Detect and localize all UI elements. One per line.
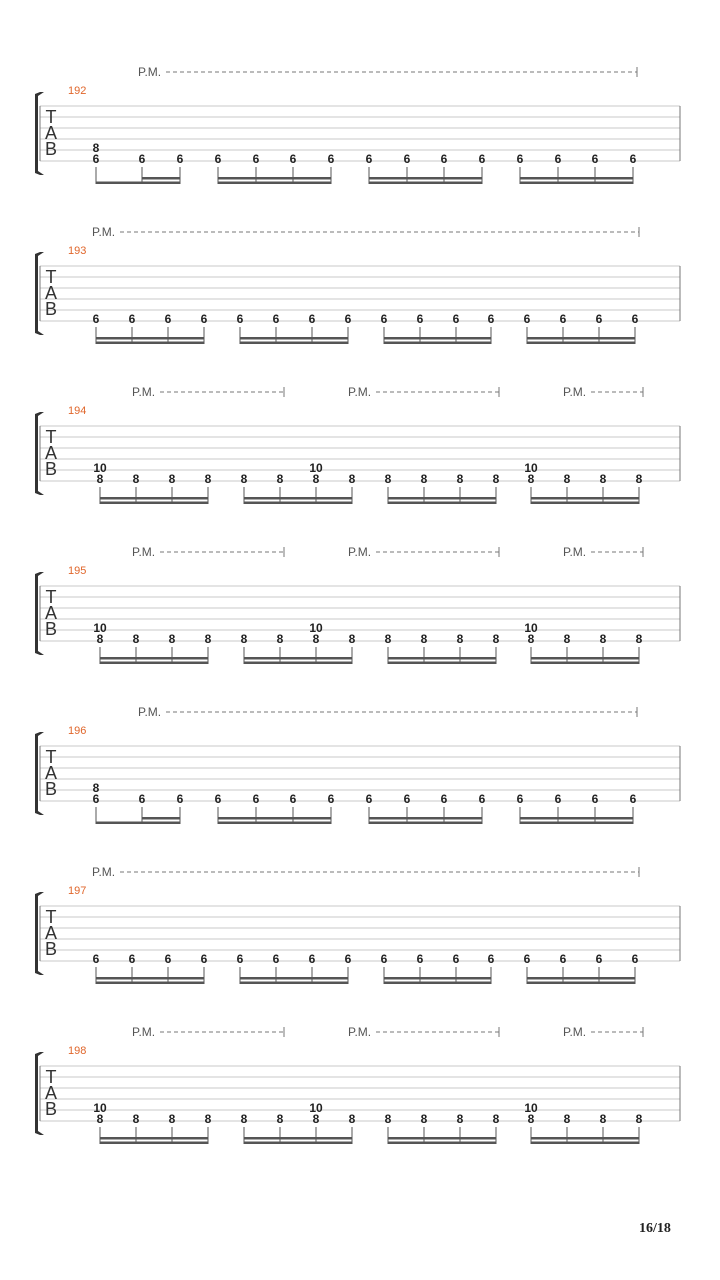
beam-group [524,621,642,664]
fret-number: 8 [312,1112,320,1126]
beam-group [524,1101,642,1144]
tab-clef-letter: B [44,779,58,799]
palm-mute-label: P.M. [92,865,116,879]
beam-group [93,141,184,184]
beam-primary [388,1142,496,1145]
palm-mute-label: P.M. [92,225,116,239]
beam-primary [96,982,204,985]
tab-clef-letter: A [44,923,58,943]
beam-secondary [240,977,348,980]
beam-secondary [388,657,496,660]
fret-number: 6 [236,952,244,966]
palm-mute-label: P.M. [138,65,162,79]
fret-number: 8 [456,1112,464,1126]
fret-number: 6 [380,952,388,966]
fret-number: 8 [384,632,392,646]
fret-number: 6 [523,952,531,966]
tab-clef-letter: B [44,939,58,959]
fret-number: 6 [176,792,184,806]
fret-number: 8 [240,472,248,486]
fret-number-upper: 8 [92,141,100,155]
fret-number-upper: 10 [309,621,323,635]
fret-number: 8 [132,472,140,486]
beam-primary [240,342,348,345]
beam-primary [369,182,482,185]
fret-number: 8 [96,632,104,646]
fret-number: 8 [204,632,212,646]
fret-number: 8 [240,1112,248,1126]
fret-number: 6 [403,152,411,166]
beam-secondary [218,177,331,180]
fret-number: 8 [635,1112,643,1126]
fret-number: 8 [492,632,500,646]
tab-system-196 [35,705,680,824]
beam-primary [240,982,348,985]
beam-primary [100,1142,208,1145]
fret-number: 8 [204,472,212,486]
beam-secondary [531,1137,639,1140]
fret-number: 8 [312,632,320,646]
beam-secondary [527,337,635,340]
fret-number: 6 [631,952,639,966]
fret-number: 6 [554,152,562,166]
bar-number: 198 [68,1045,87,1057]
tab-clef-letter: B [44,299,58,319]
fret-number: 8 [96,1112,104,1126]
beam-group [524,312,639,344]
beam-group [385,632,500,664]
fret-number: 8 [456,472,464,486]
beam-secondary [244,1137,352,1140]
fret-number-upper: 10 [93,621,107,635]
tab-clef-letter: T [45,587,57,607]
fret-number: 6 [289,792,297,806]
fret-number: 8 [492,1112,500,1126]
palm-mute-label: P.M. [138,705,162,719]
fret-number: 6 [365,792,373,806]
fret-number: 8 [420,632,428,646]
tab-clef-letter: A [44,123,58,143]
beam-secondary [388,1137,496,1140]
palm-mute-label: P.M. [132,545,156,559]
bar-number: 193 [68,245,87,257]
tab-system-194 [35,385,680,504]
beam-group [381,312,495,344]
beam-group [241,1101,356,1144]
beam-primary [369,822,482,825]
fret-number: 6 [272,952,280,966]
tab-clef-letter: T [45,907,57,927]
palm-mute-label: P.M. [132,1025,156,1039]
fret-number: 6 [128,312,136,326]
beam-group [517,792,637,824]
beam-group [93,621,211,664]
tab-clef-letter: A [44,763,58,783]
fret-number: 6 [200,312,208,326]
fret-number: 8 [635,472,643,486]
beam-group [366,152,486,184]
beam-group [366,792,486,824]
beam-secondary [388,497,496,500]
fret-number: 8 [563,1112,571,1126]
beam-secondary [369,177,482,180]
fret-number: 6 [440,152,448,166]
fret-number-upper: 10 [93,1101,107,1115]
beam-secondary [531,657,639,660]
beam-secondary [142,177,180,180]
beam-group [93,781,184,824]
beam-secondary [384,977,491,980]
fret-number: 8 [384,472,392,486]
fret-number-upper: 10 [524,621,538,635]
fret-number: 8 [527,472,535,486]
beam-group [385,1112,500,1144]
palm-mute-label: P.M. [132,385,156,399]
fret-number: 6 [595,952,603,966]
fret-number: 6 [176,152,184,166]
fret-number: 6 [523,312,531,326]
beam-secondary [218,817,331,820]
bar-number: 197 [68,885,87,897]
fret-number: 8 [348,632,356,646]
fret-number: 8 [276,1112,284,1126]
fret-number: 6 [440,792,448,806]
beam-primary [96,182,180,185]
fret-number: 6 [344,952,352,966]
fret-number: 6 [164,312,172,326]
fret-number: 8 [204,1112,212,1126]
beam-secondary [527,977,635,980]
beam-primary [100,662,208,665]
fret-number: 8 [599,632,607,646]
fret-number: 6 [516,152,524,166]
beam-secondary [100,497,208,500]
beam-primary [96,342,204,345]
fret-number: 6 [629,152,637,166]
beam-primary [218,822,331,825]
fret-number: 6 [92,792,100,806]
beam-group [385,472,500,504]
fret-number: 6 [214,792,222,806]
fret-number: 8 [132,1112,140,1126]
beam-group [524,952,639,984]
fret-number: 8 [527,632,535,646]
tab-clef-letter: T [45,107,57,127]
beam-secondary [244,497,352,500]
fret-number: 6 [631,312,639,326]
beam-group [241,461,356,504]
beam-group [524,461,642,504]
tab-system-195 [35,545,680,664]
fret-number: 8 [168,472,176,486]
page-number: 16/18 [639,1221,671,1236]
tab-system-197 [35,865,680,984]
fret-number-upper: 8 [92,781,100,795]
fret-number: 8 [168,632,176,646]
beam-primary [218,182,331,185]
fret-number-upper: 10 [524,1101,538,1115]
beam-secondary [520,177,633,180]
fret-number: 6 [128,952,136,966]
palm-mute-label: P.M. [348,385,372,399]
tab-clef-letter: A [44,443,58,463]
tab-clef-letter: B [44,139,58,159]
fret-number: 8 [527,1112,535,1126]
beam-secondary [240,337,348,340]
tab-clef-letter: B [44,459,58,479]
fret-number: 8 [348,472,356,486]
fret-number: 8 [168,1112,176,1126]
beam-primary [388,662,496,665]
fret-number: 6 [138,792,146,806]
beam-primary [388,502,496,505]
beam-secondary [96,337,204,340]
fret-number: 6 [403,792,411,806]
fret-number: 6 [554,792,562,806]
fret-number: 6 [487,312,495,326]
fret-number: 8 [276,632,284,646]
bar-number: 194 [68,405,87,417]
palm-mute-label: P.M. [563,545,587,559]
fret-number: 6 [416,312,424,326]
tab-clef-letter: T [45,427,57,447]
fret-number: 8 [276,472,284,486]
beam-group [215,152,335,184]
palm-mute-label: P.M. [348,545,372,559]
bar-number: 195 [68,565,87,577]
fret-number: 8 [420,1112,428,1126]
beam-primary [531,662,639,665]
fret-number: 8 [348,1112,356,1126]
beam-primary [527,982,635,985]
beam-group [93,1101,211,1144]
beam-primary [531,1142,639,1145]
fret-number: 8 [599,472,607,486]
fret-number: 8 [563,632,571,646]
beam-group [93,952,208,984]
beam-group [241,621,356,664]
fret-number: 6 [92,152,100,166]
fret-number: 6 [595,312,603,326]
beam-secondary [244,657,352,660]
beam-secondary [100,1137,208,1140]
fret-number: 6 [516,792,524,806]
beam-secondary [520,817,633,820]
fret-number: 6 [138,152,146,166]
fret-number-upper: 10 [524,461,538,475]
fret-number: 8 [384,1112,392,1126]
fret-number: 6 [344,312,352,326]
beam-primary [244,502,352,505]
fret-number-upper: 10 [93,461,107,475]
fret-number: 6 [591,152,599,166]
fret-number: 8 [240,632,248,646]
beam-primary [531,502,639,505]
beam-primary [520,822,633,825]
fret-number: 6 [591,792,599,806]
fret-number: 8 [599,1112,607,1126]
fret-number: 6 [478,152,486,166]
fret-number: 8 [456,632,464,646]
fret-number: 6 [559,312,567,326]
fret-number: 8 [312,472,320,486]
fret-number: 8 [635,632,643,646]
beam-primary [384,342,491,345]
beam-secondary [100,657,208,660]
tab-clef-letter: A [44,1083,58,1103]
fret-number: 6 [327,792,335,806]
beam-primary [244,1142,352,1145]
fret-number: 8 [563,472,571,486]
fret-number: 6 [365,152,373,166]
fret-number: 6 [308,952,316,966]
tab-clef-letter: B [44,1099,58,1119]
beam-group [215,792,335,824]
fret-number: 6 [289,152,297,166]
beam-group [237,952,352,984]
tab-system-193 [35,225,680,344]
palm-mute-label: P.M. [348,1025,372,1039]
beam-secondary [531,497,639,500]
beam-primary [520,182,633,185]
beam-secondary [384,337,491,340]
fret-number: 6 [252,792,260,806]
fret-number: 6 [416,952,424,966]
fret-number: 6 [272,312,280,326]
fret-number: 8 [420,472,428,486]
tab-system-192 [35,65,680,184]
fret-number: 6 [92,312,100,326]
fret-number: 6 [214,152,222,166]
palm-mute-label: P.M. [563,1025,587,1039]
fret-number: 8 [96,472,104,486]
fret-number: 6 [308,312,316,326]
tab-clef-letter: T [45,1067,57,1087]
fret-number-upper: 10 [309,461,323,475]
tab-clef-letter: A [44,603,58,623]
beam-group [381,952,495,984]
fret-number: 6 [252,152,260,166]
fret-number: 6 [452,312,460,326]
tab-clef-letter: B [44,619,58,639]
fret-number: 6 [380,312,388,326]
fret-number: 6 [236,312,244,326]
fret-number: 8 [132,632,140,646]
beam-secondary [369,817,482,820]
fret-number: 8 [492,472,500,486]
fret-number: 6 [92,952,100,966]
fret-number: 6 [452,952,460,966]
beam-group [93,312,208,344]
beam-secondary [142,817,180,820]
fret-number: 6 [478,792,486,806]
bar-number: 192 [68,85,87,97]
tab-clef-letter: T [45,747,57,767]
tab-clef-letter: T [45,267,57,287]
fret-number: 6 [164,952,172,966]
fret-number-upper: 10 [309,1101,323,1115]
beam-secondary [96,977,204,980]
tab-system-198 [35,1025,680,1144]
tab-clef-letter: A [44,283,58,303]
beam-primary [244,662,352,665]
fret-number: 6 [487,952,495,966]
fret-number: 6 [327,152,335,166]
bar-number: 196 [68,725,87,737]
beam-group [517,152,637,184]
beam-primary [96,822,180,825]
fret-number: 6 [629,792,637,806]
beam-primary [527,342,635,345]
palm-mute-label: P.M. [563,385,587,399]
fret-number: 6 [559,952,567,966]
fret-number: 6 [200,952,208,966]
beam-primary [384,982,491,985]
beam-group [237,312,352,344]
beam-group [93,461,211,504]
beam-primary [100,502,208,505]
